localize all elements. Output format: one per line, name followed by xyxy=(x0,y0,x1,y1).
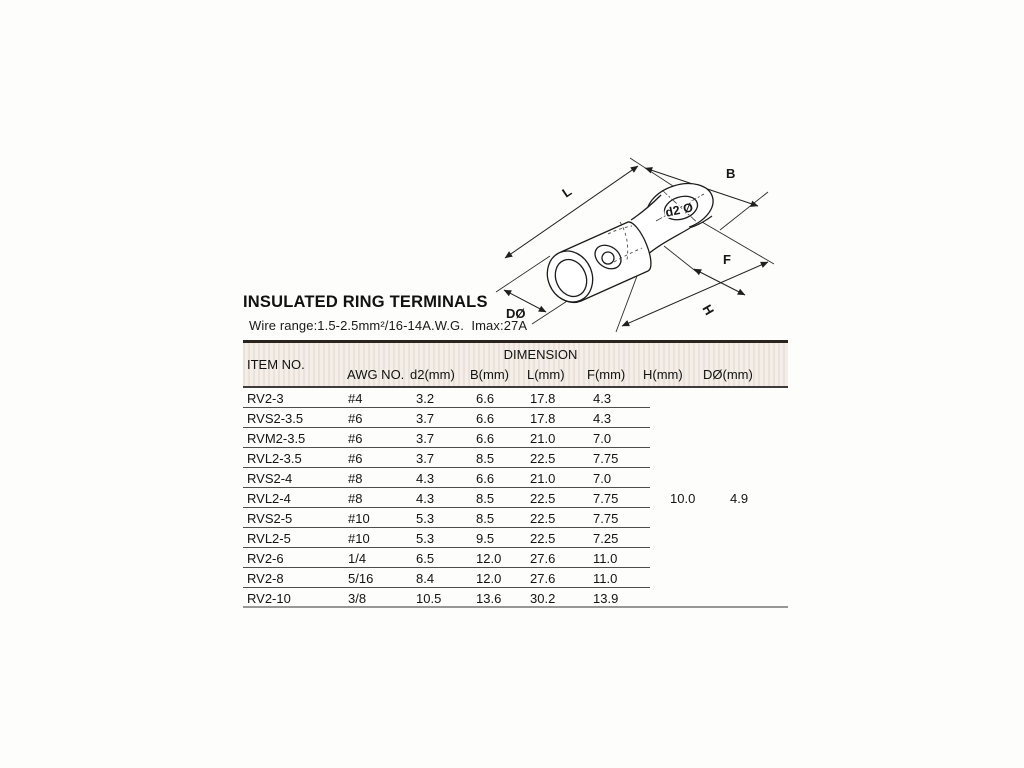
table-row xyxy=(243,588,788,608)
cell-do: 4.9 xyxy=(730,490,749,506)
label-H: H xyxy=(699,302,718,318)
cell-awg: #8 xyxy=(348,470,363,486)
cell-f: 4.3 xyxy=(593,410,612,426)
cell-l: 22.5 xyxy=(530,510,556,526)
table-row xyxy=(243,528,788,548)
cell-item: RV2-10 xyxy=(247,590,291,606)
table-row xyxy=(243,548,788,568)
cell-l: 17.8 xyxy=(530,410,556,426)
cell-d2: 8.4 xyxy=(416,570,435,586)
cell-b: 12.0 xyxy=(476,550,502,566)
cell-d2: 6.5 xyxy=(416,550,435,566)
label-F: F xyxy=(723,252,731,267)
wire-range-note: Wire range:1.5-2.5mm²/16-14A.W.G. Imax:27A xyxy=(249,318,528,333)
cell-item: RVL2-3.5 xyxy=(247,450,302,466)
ring-terminal-drawing xyxy=(480,140,800,340)
cell-d2: 5.3 xyxy=(416,530,435,546)
cell-l: 22.5 xyxy=(530,530,556,546)
cell-b: 12.0 xyxy=(476,570,502,586)
cell-b: 8.5 xyxy=(476,510,495,526)
cell-d2: 3.7 xyxy=(416,450,435,466)
cell-awg: #6 xyxy=(348,450,363,466)
inspection-hole-inner xyxy=(602,252,614,264)
cell-item: RV2-8 xyxy=(247,570,284,586)
col-header-d2: d2(mm) xyxy=(410,367,455,382)
cell-f: 7.75 xyxy=(593,450,619,466)
cell-f: 7.0 xyxy=(593,470,612,486)
cell-f: 7.0 xyxy=(593,430,612,446)
label-d2: d2 Ø xyxy=(664,200,695,220)
cell-l: 21.0 xyxy=(530,430,556,446)
cell-h: 10.0 xyxy=(670,490,696,506)
cell-item: RV2-6 xyxy=(247,550,284,566)
cell-l: 22.5 xyxy=(530,490,556,506)
cell-b: 9.5 xyxy=(476,530,495,546)
cell-item: RVL2-5 xyxy=(247,530,291,546)
table-row xyxy=(243,468,788,488)
table-row xyxy=(243,428,788,448)
col-header-awg: AWG NO. xyxy=(347,367,405,382)
cell-f: 11.0 xyxy=(593,570,618,586)
cell-awg: #10 xyxy=(348,510,370,526)
cell-awg: 3/8 xyxy=(348,590,367,606)
cell-l: 22.5 xyxy=(530,450,556,466)
cell-item: RVS2-5 xyxy=(247,510,293,526)
col-header-item-no: ITEM NO. xyxy=(247,357,305,372)
label-D-outer: DØ xyxy=(506,306,526,321)
cell-l: 17.8 xyxy=(530,390,556,406)
table-row xyxy=(243,388,788,408)
cell-f: 13.9 xyxy=(593,590,619,606)
table-row xyxy=(243,448,788,468)
col-header-f: F(mm) xyxy=(587,367,626,382)
col-header-do: DØ(mm) xyxy=(703,367,753,382)
col-header-h: H(mm) xyxy=(643,367,683,382)
cell-f: 11.0 xyxy=(593,550,618,566)
cell-item: RVS2-3.5 xyxy=(247,410,304,426)
table-row xyxy=(243,508,788,528)
cell-d2: 3.2 xyxy=(416,390,435,406)
cell-awg: #6 xyxy=(348,430,363,446)
cell-d2: 3.7 xyxy=(416,410,435,426)
table-row xyxy=(243,488,788,508)
cell-l: 21.0 xyxy=(530,470,556,486)
cell-f: 7.25 xyxy=(593,530,619,546)
label-L: L xyxy=(559,183,575,201)
cell-item: RV2-3 xyxy=(247,390,284,406)
cell-awg: #8 xyxy=(348,490,363,506)
cell-b: 6.6 xyxy=(476,390,495,406)
cell-awg: #10 xyxy=(348,530,370,546)
dimension-table xyxy=(243,340,788,608)
table-row xyxy=(243,408,788,428)
cell-d2: 10.5 xyxy=(416,590,442,606)
col-header-l: L(mm) xyxy=(527,367,565,382)
cell-b: 8.5 xyxy=(476,490,495,506)
cell-f: 7.75 xyxy=(593,510,619,526)
cell-d2: 4.3 xyxy=(416,490,435,506)
cell-l: 27.6 xyxy=(530,550,556,566)
cell-d2: 4.3 xyxy=(416,470,435,486)
cell-l: 27.6 xyxy=(530,570,556,586)
cell-f: 7.75 xyxy=(593,490,619,506)
label-B: B xyxy=(726,166,736,181)
cell-d2: 5.3 xyxy=(416,510,435,526)
col-header-b: B(mm) xyxy=(470,367,509,382)
table-header xyxy=(243,343,788,388)
cell-item: RVS2-4 xyxy=(247,470,293,486)
cell-b: 6.6 xyxy=(476,470,495,486)
dimension-group-label: DIMENSION xyxy=(503,347,578,362)
table-row xyxy=(243,568,788,588)
cell-awg: 1/4 xyxy=(348,550,367,566)
cell-l: 30.2 xyxy=(530,590,556,606)
cell-b: 13.6 xyxy=(476,590,502,606)
cell-b: 8.5 xyxy=(476,450,495,466)
cell-d2: 3.7 xyxy=(416,430,435,446)
page-title: INSULATED RING TERMINALS xyxy=(243,293,488,311)
cell-f: 4.3 xyxy=(593,390,612,406)
terminal-diagram xyxy=(480,140,800,340)
cell-b: 6.6 xyxy=(476,410,495,426)
cell-item: RVM2-3.5 xyxy=(247,430,306,446)
cell-awg: 5/16 xyxy=(348,570,374,586)
cell-awg: #4 xyxy=(348,390,363,406)
cell-item: RVL2-4 xyxy=(247,490,291,506)
cell-awg: #6 xyxy=(348,410,363,426)
cell-b: 6.6 xyxy=(476,430,495,446)
